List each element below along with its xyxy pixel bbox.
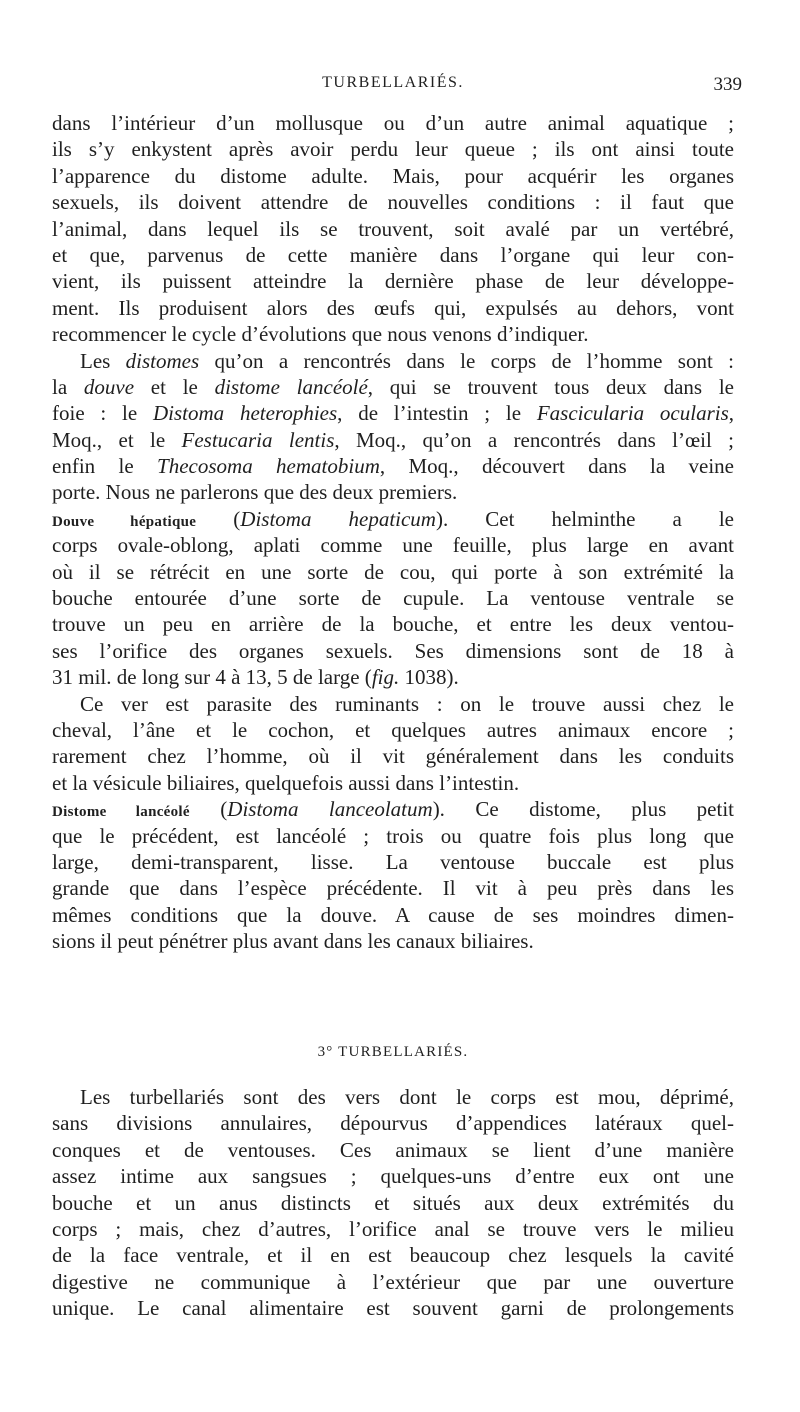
text-line: corps ; mais, chez d’autres, l’orifice anal se trouve vers le milieu: [52, 1216, 734, 1241]
text-line: où il se rétrécit en une sorte de cou, qui porte à son extrémité la: [52, 559, 734, 584]
italic-term: distome lancéolé: [214, 374, 368, 399]
text-line: Distome lancéolé (Distoma lanceolatum). Ce distome, plus petit: [52, 797, 734, 822]
text-line: bouche entourée d’une sorte de cupule. La ventouse ventrale se: [52, 586, 734, 611]
text-line: l’animal, dans lequel ils se trouvent, soit avalé par un vertébré,: [52, 216, 734, 241]
running-title: TURBELLARIÉS.: [322, 74, 464, 91]
italic-term: Thecosoma hematobium: [157, 454, 380, 479]
text-line: trouve un peu en arrière de la bouche, et entre les deux ventou-: [52, 612, 734, 637]
text-line: mêmes conditions que la douve. A cause de ses moindres dimen-: [52, 902, 734, 927]
text-line: et que, parvenus de cette manière dans l’organe qui leur con-: [52, 242, 734, 267]
italic-term: douve: [83, 374, 135, 399]
italic-term: distomes: [125, 348, 200, 373]
text-line: sans divisions annulaires, dépourvus d’appendices latéraux quel-: [52, 1111, 734, 1136]
italic-term: Distoma hepaticum: [240, 506, 436, 531]
text-line: large, demi-transparent, lisse. La ventouse buccale est plus: [52, 849, 734, 874]
text-line: ment. Ils produisent alors des œufs qui, expulsés au dehors, vont: [52, 295, 734, 320]
text-line: Moq., et le Festucaria lentis, Moq., qu’on a rencontrés dans l’œil ;: [52, 427, 734, 452]
run-in-heading: Distome lancéolé: [52, 804, 190, 821]
text-line: Les distomes qu’on a rencontrés dans le corps de l’homme sont :: [80, 348, 734, 373]
text-line: la douve et le distome lancéolé, qui se trouvent tous deux dans le: [52, 374, 734, 399]
text-line: digestive ne communique à l’extérieur que par une ouverture: [52, 1269, 734, 1294]
text-line: Ce ver est parasite des ruminants : on le trouve aussi chez le: [80, 691, 734, 716]
text-line: sexuels, ils doivent attendre de nouvelles conditions : il faut que: [52, 190, 734, 215]
page-header: [52, 74, 742, 104]
text-line: corps ovale-oblong, aplati comme une feuille, plus large en avant: [52, 533, 734, 558]
text-line: conques et de ventouses. Ces animaux se lient d’une manière: [52, 1137, 734, 1162]
italic-term: Distoma heterophies: [153, 401, 338, 426]
text-line: ses l’orifice des organes sexuels. Ses dimensions sont de 18 à: [52, 638, 734, 663]
text-line: grande que dans l’espèce précédente. Il vit à peu près dans les: [52, 876, 734, 901]
body-text-upper: [52, 110, 734, 955]
text-line: bouche et un anus distincts et situés aux deux extrémités du: [52, 1190, 734, 1215]
text-line: sions il peut pénétrer plus avant dans les canaux biliaires.: [52, 929, 534, 954]
italic-term: Distoma lanceolatum: [227, 797, 433, 822]
italic-term: Fascicularia ocularis: [536, 401, 729, 426]
run-in-heading: Douve hépatique: [52, 513, 197, 530]
text-line: ils s’y enkystent après avoir perdu leur queue ; ils ont ainsi toute: [52, 137, 734, 162]
text-line: porte. Nous ne parlerons que des deux premiers.: [52, 480, 458, 505]
italic-term: fig.: [371, 665, 400, 690]
text-line: enfin le Thecosoma hematobium, Moq., découvert dans la veine: [52, 454, 734, 479]
text-line: unique. Le canal alimentaire est souvent garni de prolongements: [52, 1296, 734, 1321]
section-heading: 3° TURBELLARIÉS.: [317, 1044, 469, 1060]
text-line: 31 mil. de long sur 4 à 13, 5 de large (fig. 1038).: [52, 665, 459, 690]
italic-term: Festucaria lentis: [181, 427, 335, 452]
page-number: 339: [713, 74, 742, 95]
text-line: vient, ils puissent atteindre la dernière phase de leur développe-: [52, 269, 734, 294]
text-line: Les turbellariés sont des vers dont le corps est mou, déprimé,: [80, 1085, 734, 1109]
text-line: l’apparence du distome adulte. Mais, pour acquérir les organes: [52, 163, 734, 188]
text-line: rarement chez l’homme, où il vit généralement dans les conduits: [52, 744, 734, 769]
text-line: que le précédent, est lancéolé ; trois ou quatre fois plus long que: [52, 823, 734, 848]
text-line: et la vésicule biliaires, quelquefois aussi dans l’intestin.: [52, 770, 520, 795]
text-line: Douve hépatique (Distoma hepaticum). Cet helminthe a le: [52, 506, 734, 531]
text-line: cheval, l’âne et le cochon, et quelques autres animaux encore ;: [52, 717, 734, 742]
text-line: de la face ventrale, et il en est beaucoup chez lesquels la cavité: [52, 1243, 734, 1268]
body-text-lower: [52, 1084, 734, 1322]
text-line: assez intime aux sangsues ; quelques-uns d’entre eux ont une: [52, 1164, 734, 1189]
text-line: foie : le Distoma heterophies, de l’intestin ; le Fascicularia ocularis,: [52, 401, 734, 426]
text-line: recommencer le cycle d’évolutions que nous venons d’indiquer.: [52, 322, 589, 347]
text-line: dans l’intérieur d’un mollusque ou d’un autre animal aquatique ;: [52, 111, 734, 135]
